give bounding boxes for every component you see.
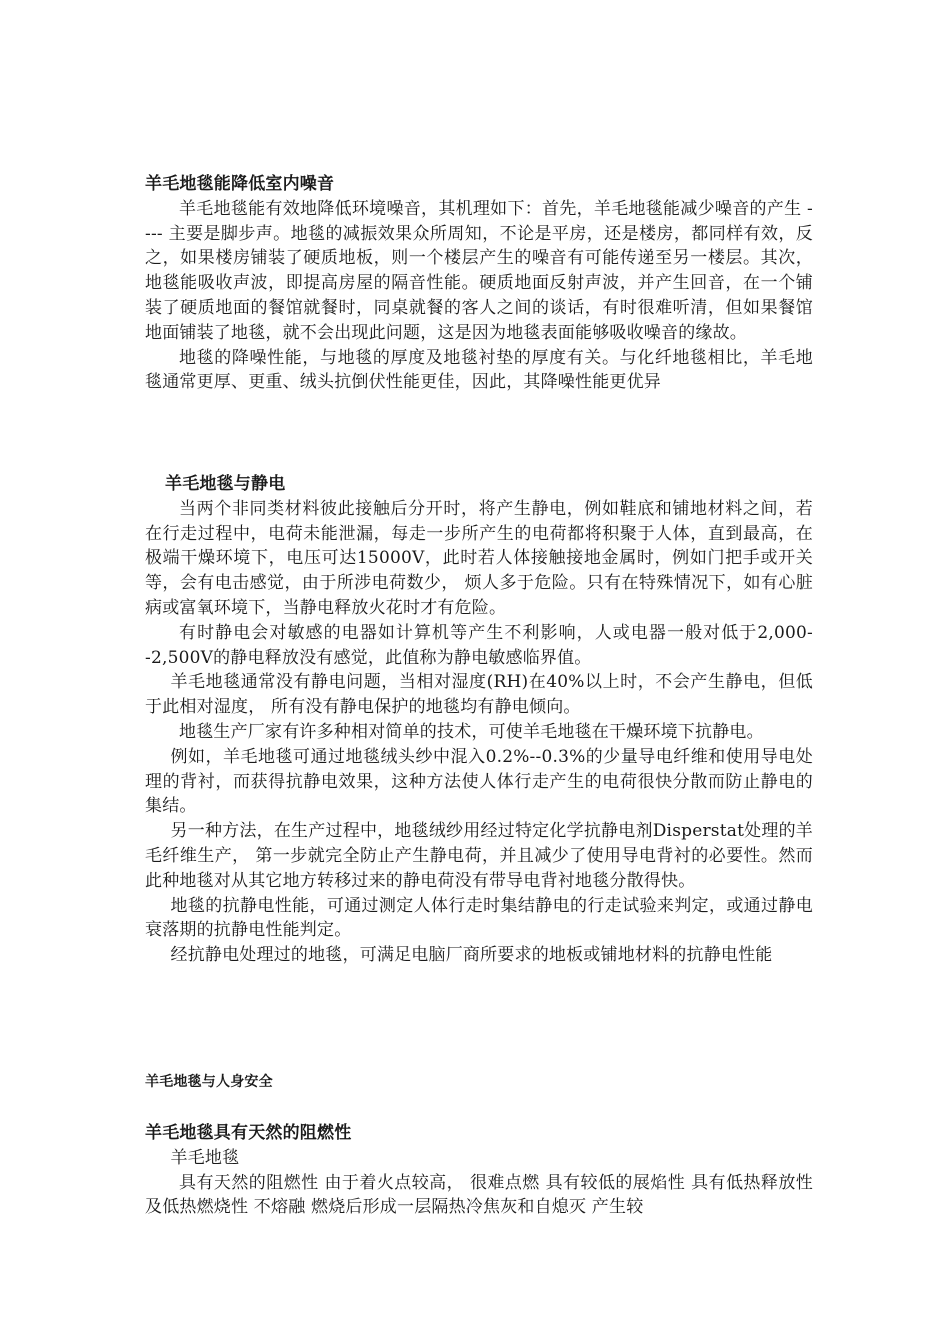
section-flame-subtitle: 羊毛地毯 [170, 1147, 240, 1168]
section-noise [145, 172, 813, 395]
section-static-paragraph-8: 经抗静电处理过的地毯，可满足电脑厂商所要求的地板或铺地材料的抗静电性能 [170, 945, 773, 966]
section-static-title: 羊毛地毯与静电 [165, 474, 286, 494]
section-noise-paragraph-1: 羊毛地毯能有效地降低环境噪音，其机理如下：首先，羊毛地毯能减少噪音的产生 ---- 主要是脚步声。地毯的减振效果众所周知，不论是平房，还是楼房，都同样有效，反之，如果楼房铺装了硬质地板，则一个楼层产生的噪音有可能传递至另一楼层。其次，地毯能吸收声波，即提高房屋的隔音性能。硬质地面反射声波，并产生回音，在一个铺装了硬质地面的餐馆就餐时，同桌就餐的客人之间的谈话，有时很难听清，但如果餐馆地面铺装了地毯，就不会出现此问题，这是因为地毯表面能够吸收噪音的缘故。 [145, 198, 813, 343]
section-flame-paragraph-1: 具有天然的阻燃性 由于着火点较高， 很难点燃 具有较低的展焰性 具有低热释放性及低热燃烧性 不熔融 燃烧后形成一层隔热冷焦灰和自熄灭 产生较 [145, 1172, 813, 1218]
section-static-paragraph-6: 另一种方法，在生产过程中，地毯绒纱用经过特定化学抗静电剂Disperstat处理的羊毛纤维生产， 第一步就完全防止产生静电荷，并且减少了使用导电背衬的必要性。然而此种地毯对从其它地方转移过来的静电荷没有带导电背衬地毯分散得快。 [145, 821, 813, 891]
section-static-paragraph-7: 地毯的抗静电性能，可通过测定人体行走时集结静电的行走试验来判定，或通过静电衰落期的抗静电性能判定。 [145, 895, 813, 941]
section-static-paragraph-2: 有时静电会对敏感的电器如计算机等产生不利影响，人或电器一般对低于2,000--2,500V的静电释放没有感觉，此值称为静电敏感临界值。 [145, 622, 813, 668]
section-static-paragraph-4: 地毯生产厂家有许多种相对简单的技术，可使羊毛地毯在干燥环境下抗静电。 [179, 721, 764, 742]
section-static-paragraph-3: 羊毛地毯通常没有静电问题，当相对湿度(RH)在40%以上时，不会产生静电，但低于此相对湿度， 所有没有静电保护的地毯均有静电倾向。 [145, 672, 813, 718]
section-static-paragraph-1: 当两个非同类材料彼此接触后分开时，将产生静电，例如鞋底和铺地材料之间，若在行走过程中，电荷未能泄漏，每走一步所产生的电荷都将积聚于人体，直到最高，在极端干燥环境下，电压可达15000V，此时若人体接触接地金属时，例如门把手或开关等，会有电击感觉，由于所涉电荷数少， 烦人多于危险。只有在特殊情况下，如有心脏病或富氧环境下，当静电释放火花时才有危险。 [145, 498, 813, 618]
section-static [145, 472, 813, 968]
section-noise-title: 羊毛地毯能降低室内噪音 [145, 174, 335, 194]
section-noise-paragraph-2: 地毯的降噪性能，与地毯的厚度及地毯衬垫的厚度有关。与化纤地毯相比，羊毛地毯通常更厚、更重、绒头抗倒伏性能更佳，因此，其降噪性能更优异 [145, 347, 813, 393]
section-flame [145, 1121, 813, 1220]
section-safety-title: 羊毛地毯与人身安全 [145, 1074, 273, 1090]
section-static-paragraph-5: 例如，羊毛地毯可通过地毯绒头纱中混入0.2%--0.3%的少量导电纤维和使用导电处理的背衬，而获得抗静电效果，这种方法使人体行走产生的电荷很快分散而防止静电的集结。 [145, 746, 813, 817]
section-safety [145, 1070, 813, 1095]
section-flame-title: 羊毛地毯具有天然的阻燃性 [145, 1123, 352, 1143]
